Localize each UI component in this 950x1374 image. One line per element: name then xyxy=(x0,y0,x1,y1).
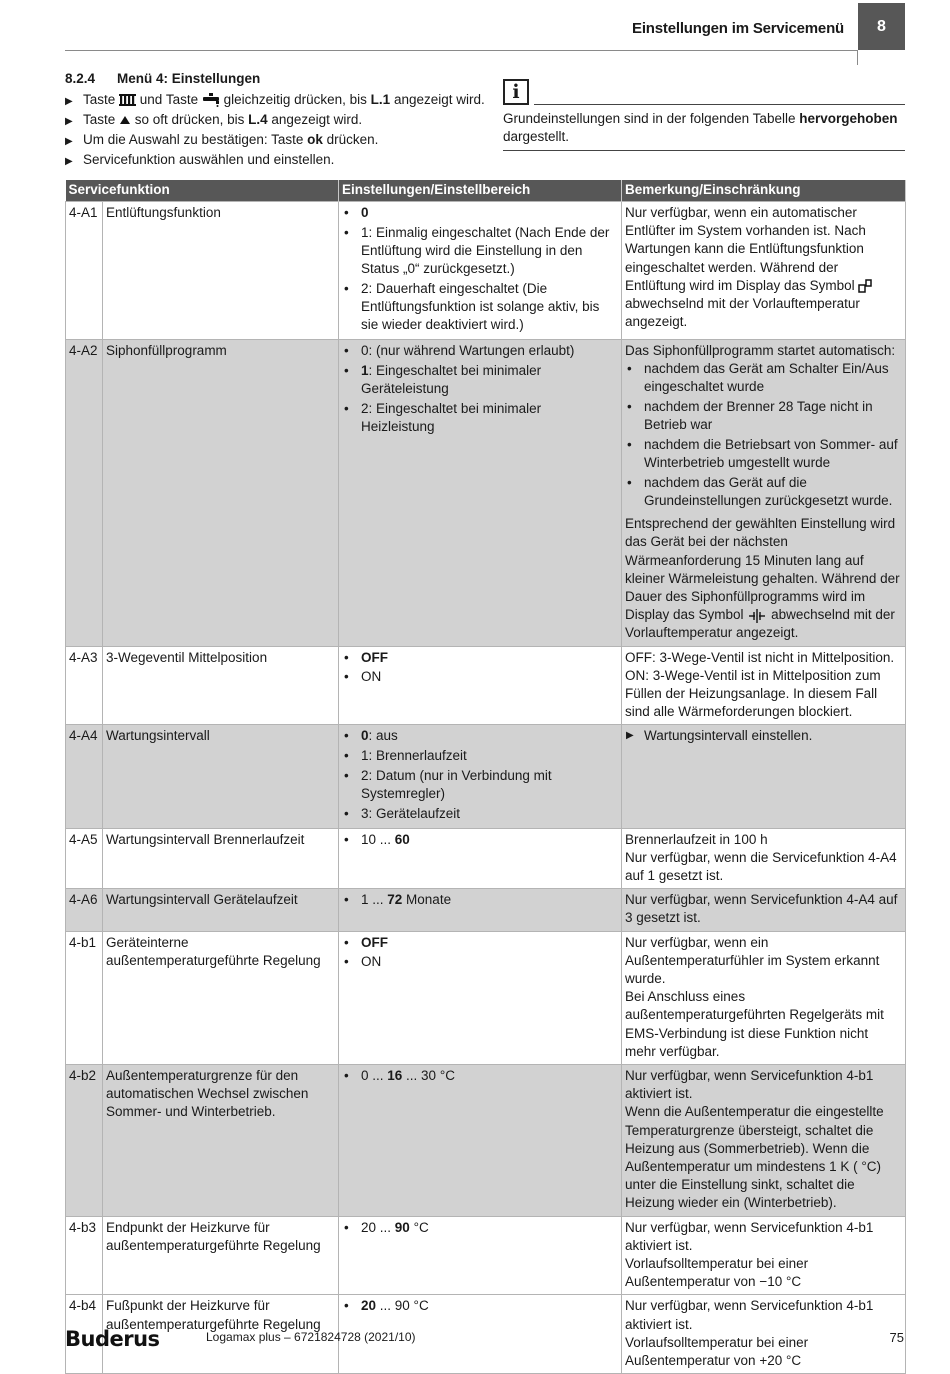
row-name: Wartungsintervall Brennerlaufzeit xyxy=(103,828,339,889)
up-arrow-icon xyxy=(119,115,131,125)
section-number: 8.2.4 xyxy=(65,71,96,86)
step-arrow-icon: ▶ xyxy=(65,136,73,147)
row-settings: • 0: (nur während Wartungen erlaubt) • 1: Eingeschaltet bei minimaler Geräteleistung • 2: Eingeschaltet bei minimaler Heizleistung xyxy=(339,339,622,646)
page-number: 75 xyxy=(889,1330,904,1345)
step-arrow-icon: ▶ xyxy=(65,96,73,107)
row-settings: • 1 ... 72 Monate xyxy=(339,889,622,931)
info-text: Grundeinstellungen sind in der folgenden Tabelle hervorgehoben dargestellt. xyxy=(503,111,898,144)
section-title: Menü 4: Einstellungen xyxy=(117,71,261,86)
table-header-row xyxy=(66,180,906,202)
step-arrow-icon: ▶ xyxy=(65,156,73,167)
row-code: 4-b1 xyxy=(66,931,103,1064)
info-icon: i xyxy=(503,79,529,105)
table-row xyxy=(66,202,906,340)
chapter-number: 8 xyxy=(858,3,905,50)
row-settings: • 20 ... 90 °C xyxy=(339,1216,622,1295)
step-4: ▶ Servicefunktion auswählen und einstellen. xyxy=(65,150,485,170)
row-code: 4-A6 xyxy=(66,889,103,931)
deaeration-symbol-icon xyxy=(858,279,872,293)
row-settings: • 0 • 1: Einmalig eingeschaltet (Nach Ende der Entlüftung wird die Einstellung in den Status „0“ zurückgesetzt.) • 2: Dauerhaft eingeschaltet (Die Entlüftungsfunktion ist solange aktiv, bis sie wieder deaktiviert wird.) xyxy=(339,202,622,340)
instruction-steps xyxy=(65,90,485,170)
row-notes: Nur verfügbar, wenn ein automatischer Entlüfter im System vorhanden ist. Nach Wartungen kann die Entlüftungsfunktion eingeschaltet werden. Während der Entlüftung wird im Display das Symbol abwechselnd mit der Vorlauftemperatur angezeigt. xyxy=(622,202,906,340)
header-servicefunktion: Servicefunktion xyxy=(66,180,339,202)
table-row xyxy=(66,1216,906,1295)
footer-document-info: Logamax plus – 6721824728 (2021/10) xyxy=(206,1330,416,1344)
row-name: Geräteinterne außentemperaturgeführte Regelung xyxy=(103,931,339,1064)
row-name: Außentemperaturgrenze für den automatischen Wechsel zwischen Sommer- und Winterbetrieb. xyxy=(103,1064,339,1216)
row-name: Siphonfüllprogramm xyxy=(103,339,339,646)
table-row xyxy=(66,931,906,1064)
row-notes: Brennerlaufzeit in 100 h Nur verfügbar, wenn die Servicefunktion 4-A4 auf 1 gesetzt ist. xyxy=(622,828,906,889)
row-name: 3-Wegeventil Mittelposition xyxy=(103,646,339,725)
row-notes: Nur verfügbar, wenn ein Außentemperaturfühler im System erkannt wurde. Bei Anschluss eines außentemperaturgeführten Regelgeräts mit EMS-Verbindung ist diese Funktion nicht mehr verfügbar. xyxy=(622,931,906,1064)
row-settings: • 0: aus • 1: Brennerlaufzeit • 2: Datum (nur in Verbindung mit Systemregler) • 3: Gerätelaufzeit xyxy=(339,725,622,828)
row-code: 4-b2 xyxy=(66,1064,103,1216)
row-notes: OFF: 3-Wege-Ventil ist nicht in Mittelposition. ON: 3-Wege-Ventil ist in Mittelposition zum Füllen der Heizungsanlage. In diesem Fall sind alle Wärmeforderungen blockiert. xyxy=(622,646,906,725)
row-notes: Nur verfügbar, wenn Servicefunktion 4-b1 aktiviert ist. Vorlaufsolltemperatur bei einer Außentemperatur von +20 °C xyxy=(622,1295,906,1374)
step-3: ▶ Um die Auswahl zu bestätigen: Taste ok drücken. xyxy=(65,130,485,150)
table-row xyxy=(66,725,906,828)
brand-logo: Buderus xyxy=(65,1327,160,1351)
row-settings: • OFF • ON xyxy=(339,646,622,725)
radiator-icon xyxy=(119,93,136,107)
row-notes: Nur verfügbar, wenn Servicefunktion 4-b1 aktiviert ist. Vorlaufsolltemperatur bei einer Außentemperatur von −10 °C xyxy=(622,1216,906,1295)
row-settings: • 0 ... 16 ... 30 °C xyxy=(339,1064,622,1216)
tap-icon xyxy=(202,93,220,107)
page-header-title: Einstellungen im Servicemenü xyxy=(632,20,844,37)
row-code: 4-A3 xyxy=(66,646,103,725)
step-arrow-icon: ▶ xyxy=(65,116,73,127)
table-row xyxy=(66,889,906,931)
row-settings: • 20 ... 90 °C xyxy=(339,1295,622,1374)
header-bemerkung: Bemerkung/Einschränkung xyxy=(622,180,906,202)
service-function-table xyxy=(65,180,906,1374)
row-name: Endpunkt der Heizkurve für außentemperaturgeführte Regelung xyxy=(103,1216,339,1295)
row-name: Fußpunkt der Heizkurve für außentemperaturgeführte Regelung xyxy=(103,1295,339,1374)
info-bottom-rule xyxy=(503,150,905,151)
header-rule xyxy=(65,50,858,51)
siphon-symbol-icon xyxy=(747,609,767,623)
table-row xyxy=(66,339,906,646)
row-settings: • 10 ... 60 xyxy=(339,828,622,889)
table-row xyxy=(66,1295,906,1374)
row-notes: Nur verfügbar, wenn Servicefunktion 4-A4 auf 3 gesetzt ist. xyxy=(622,889,906,931)
row-name: Wartungsintervall xyxy=(103,725,339,828)
step-2: ▶ Taste so oft drücken, bis L.4 angezeigt wird. xyxy=(65,110,485,130)
info-rule xyxy=(534,104,905,105)
section-heading xyxy=(65,71,260,86)
header-einstellungen: Einstellungen/Einstellbereich xyxy=(339,180,622,202)
row-notes: Das Siphonfüllprogramm startet automatisch: • nachdem das Gerät am Schalter Ein/Aus eingeschaltet wurde • nachdem der Brenner 28 Tage nicht in Betrieb war • nachdem die Betriebsart von Sommer- auf Winterbetrieb umgestellt wurde • nachdem das Gerät auf die Grundeinstellungen zurückgesetzt wurde. Entsprechend der gewählten Einstellung wird das Gerät bei der nächsten Wärmeanforderung 15 Minuten lang auf kleiner Wärmeleistung gehalten. Während der Dauer des Siphonfüllprogramms wird im Display das Symbol abwechselnd mit der Vorlauftemperatur angezeigt. xyxy=(622,339,906,646)
row-code: 4-A2 xyxy=(66,339,103,646)
step-1: ▶ Taste und Taste gleichzeitig drücken, bis L.1 angezeigt wird. xyxy=(65,90,485,110)
table-row xyxy=(66,1064,906,1216)
row-name: Entlüftungsfunktion xyxy=(103,202,339,340)
row-notes: ▶ Wartungsintervall einstellen. xyxy=(622,725,906,828)
row-settings: • OFF • ON xyxy=(339,931,622,1064)
header-tick xyxy=(857,50,858,65)
row-code: 4-A1 xyxy=(66,202,103,340)
row-code: 4-b4 xyxy=(66,1295,103,1374)
row-name: Wartungsintervall Gerätelaufzeit xyxy=(103,889,339,931)
table-row xyxy=(66,646,906,725)
row-code: 4-A4 xyxy=(66,725,103,828)
row-code: 4-A5 xyxy=(66,828,103,889)
row-code: 4-b3 xyxy=(66,1216,103,1295)
row-notes: Nur verfügbar, wenn Servicefunktion 4-b1 aktiviert ist. Wenn die Außentemperatur die eingestellte Temperaturgrenze übersteigt, schaltet die Heizung aus (Sommerbetrieb). Wenn die Außentemperatur um mindestens 1 K ( °C) unter die Einstellung sinkt, schaltet die Heizung wieder ein (Winterbetrieb). xyxy=(622,1064,906,1216)
table-row xyxy=(66,828,906,889)
